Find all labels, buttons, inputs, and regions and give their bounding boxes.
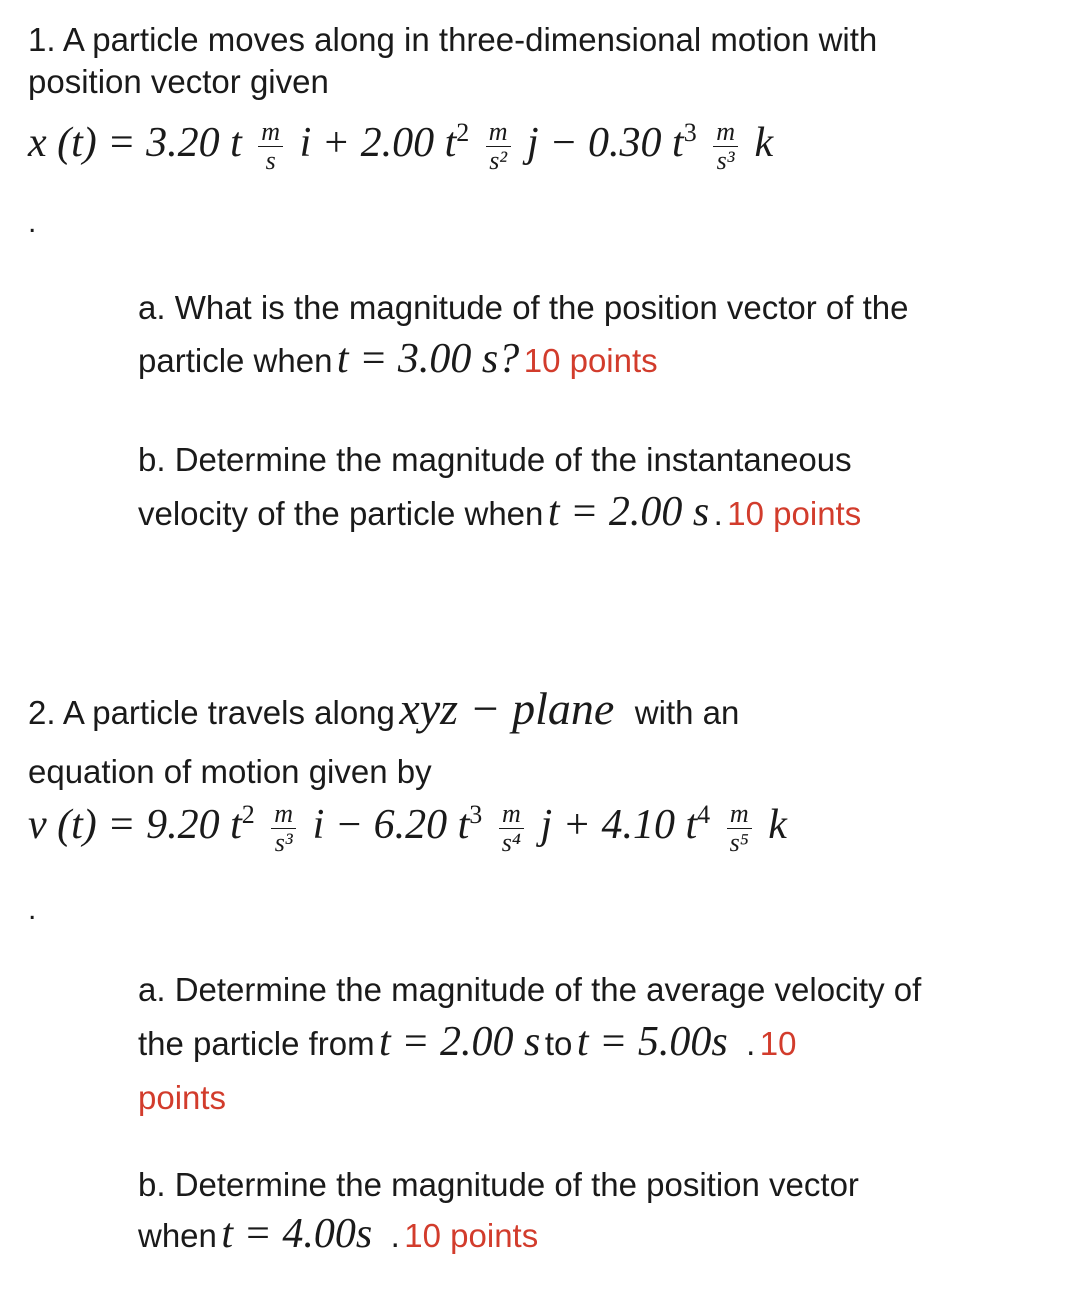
q1b-points: 10 points [727,495,862,532]
q2-eq-term4: k [768,802,787,849]
q2b-math: t = 4.00s [221,1211,373,1257]
q1-eq-pow2: 2 [456,118,470,148]
q1b-math: t = 2.00 s [547,489,710,535]
q2a-to: to [544,1025,573,1062]
q2a-line1: a. Determine the magnitude of the average velocity of [138,971,922,1008]
q2a-text: the particle from [138,1025,375,1062]
q2-eq-term2: i − 6.20 t [312,802,470,849]
q2-eq-unit3: $\frac{m}{\text{s⁵}}$ [727,800,752,857]
q2-eq-unit2: $\frac{m}{\text{s⁴}}$ [499,800,524,857]
q2-eq-pow1: 2 [241,800,255,830]
q2-eq-unit1: $\frac{m}{\text{s³}}$ [271,800,296,857]
q2b-line2 [138,1210,538,1258]
q2-equation [28,800,787,857]
q2-eq-pow2: 3 [469,800,483,830]
q1a-text: particle when [138,342,333,379]
q2b-line1: b. Determine the magnitude of the position vector [138,1166,859,1203]
q1-line1: 1. A particle moves along in three-dimensional motion with [28,21,878,58]
q2-line1-math: xyz − plane [399,683,615,734]
q1-eq-term3: j − 0.30 t [527,120,684,167]
q2-eq-pow3: 4 [697,800,711,830]
q1-equation [28,118,773,175]
q2a-sep: . [746,1025,756,1062]
q2-dot: . [28,893,37,926]
q1-eq-term4: k [754,120,774,167]
q1a-line2 [138,335,658,383]
q2a-math2: t = 5.00s [576,1019,728,1065]
q2-eq-lhs: v (t) = 9.20 t [28,802,242,849]
q1a-line1: a. What is the magnitude of the position vector of the [138,289,909,326]
q1b-line2 [138,488,861,536]
q2b-points: 10 points [404,1217,539,1254]
q2a-points1: 10 [759,1025,797,1062]
q2b-text: when [138,1217,217,1254]
q2b-sep: . [390,1217,400,1254]
q2a-math1: t = 2.00 s [379,1019,541,1065]
q1-eq-lhs: x (t) = 3.20 t [28,120,242,167]
q2-line1-tail: with an [634,694,740,731]
q1-eq-term2: i + 2.00 t [299,120,457,167]
q2a-line2 [138,1018,797,1066]
q2-line1-text: 2. A particle travels along [28,694,395,731]
q1b-text: velocity of the particle when [138,495,544,532]
q1-line2: position vector given [28,63,329,100]
q1-dot: . [28,206,37,239]
q1a-points: 10 points [523,342,658,379]
q2-line2: equation of motion given by [28,753,432,790]
q1a-math: t = 3.00 s? [336,336,520,382]
q1-eq-unit3: $\frac{m}{\text{s³}}$ [713,118,738,175]
q2a-points2: points [138,1079,227,1116]
q1-eq-unit2: $\frac{m}{\text{s²}}$ [486,118,511,175]
q1-eq-pow3: 3 [683,118,697,148]
q2-eq-term3: j + 4.10 t [540,802,698,849]
q1b-line1: b. Determine the magnitude of the instantaneous [138,441,852,478]
q1-eq-unit1: $\frac{m}{s}$ [258,118,283,175]
q2-line1 [28,682,739,735]
q1b-sep: . [713,495,723,532]
